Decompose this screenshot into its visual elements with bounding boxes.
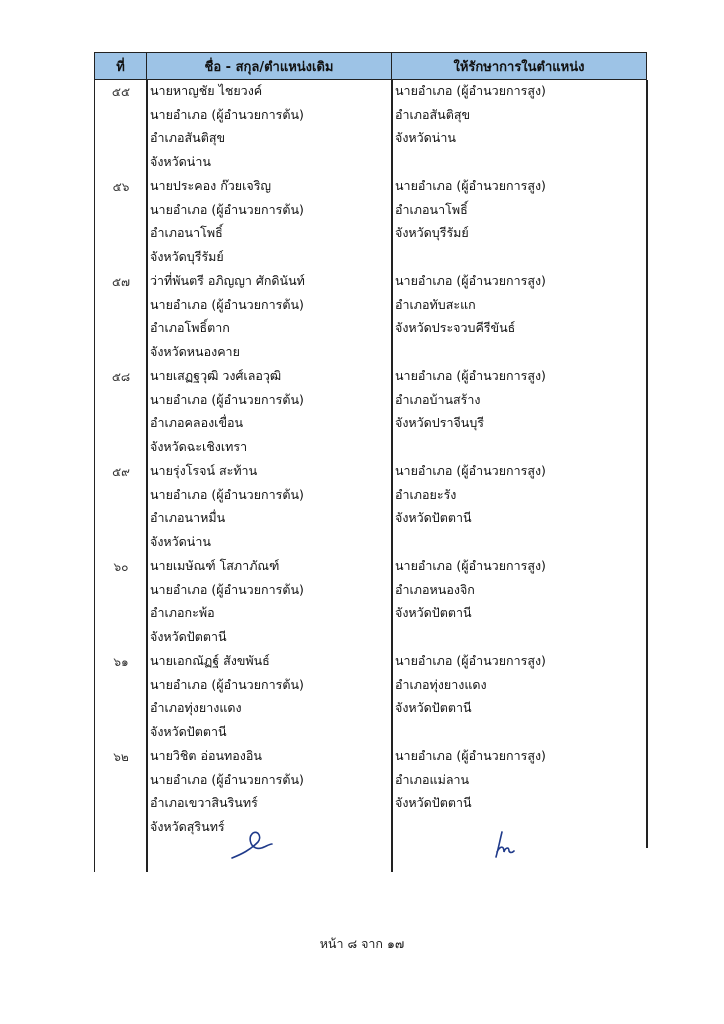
new-position-line: จังหวัดประจวบคีรีขันธ์ <box>395 320 516 335</box>
new-position-cell <box>392 555 647 650</box>
old-position-line: อำเภอเขวาสินรินทร์ <box>150 795 258 810</box>
column-divider <box>146 80 148 872</box>
person-name: นายหาญชัย ไชยวงค์ <box>150 83 263 98</box>
person-name: นายเมษัณฑ์ โสภาภัณฑ์ <box>150 558 280 573</box>
new-position-line: นายอำเภอ (ผู้อำนวยการสูง) <box>395 558 546 573</box>
old-position-line: นายอำเภอ (ผู้อำนวยการต้น) <box>150 486 304 502</box>
new-position-line: อำเภอบ้านสร้าง <box>395 391 481 407</box>
new-position-line: นายอำเภอ (ผู้อำนวยการสูง) <box>395 463 546 478</box>
person-name: นายวิชิต อ่อนทองอิน <box>150 748 262 763</box>
table-row <box>95 270 647 365</box>
row-number: ๖๐ <box>113 560 129 574</box>
new-position-line: นายอำเภอ (ผู้อำนวยการสูง) <box>395 748 546 763</box>
old-position-line: อำเภอคลองเขื่อน <box>150 415 244 430</box>
new-position-line: อำเภอนาโพธิ์ <box>395 201 468 217</box>
header-new-position: ให้รักษาการในตำแหน่ง <box>453 59 585 75</box>
old-position-cell <box>147 365 392 460</box>
table-body <box>94 80 647 872</box>
old-position-line: อำเภอสันติสุข <box>150 130 226 145</box>
row-number: ๕๕ <box>111 85 131 99</box>
new-position-cell <box>392 175 647 270</box>
row-number: ๖๒ <box>113 750 129 764</box>
old-position-line: อำเภอนาหมื่น <box>150 510 226 525</box>
row-number: ๕๖ <box>112 180 130 194</box>
page-number: หน้า ๘ จาก ๑๗ <box>319 936 405 951</box>
old-position-line: จังหวัดบุรีรัมย์ <box>150 248 224 264</box>
old-position-line: นายอำเภอ (ผู้อำนวยการต้น) <box>150 391 304 407</box>
new-position-line: นายอำเภอ (ผู้อำนวยการสูง) <box>395 273 546 288</box>
table-row <box>95 460 647 555</box>
new-position-line: อำเภอหนองจิก <box>395 581 475 597</box>
new-position-cell <box>392 650 647 745</box>
table-row <box>95 650 647 745</box>
new-position-line: อำเภอยะรัง <box>395 486 457 502</box>
new-position-line: จังหวัดปัตตานี <box>395 510 472 525</box>
old-position-line: จังหวัดปัตตานี <box>150 628 227 644</box>
new-position-line: จังหวัดปัตตานี <box>395 795 472 810</box>
old-position-line: นายอำเภอ (ผู้อำนวยการต้น) <box>150 581 304 597</box>
table-row <box>95 555 647 650</box>
new-position-line: นายอำเภอ (ผู้อำนวยการสูง) <box>395 83 546 98</box>
old-position-line: จังหวัดฉะเชิงเทรา <box>150 438 248 454</box>
new-position-line: จังหวัดปัตตานี <box>395 700 472 715</box>
new-position-cell <box>392 460 647 555</box>
old-position-line: จังหวัดน่าน <box>150 153 211 169</box>
old-position-line: อำเภอทุ่งยางแดง <box>150 700 242 715</box>
old-position-cell <box>147 650 392 745</box>
old-position-line: นายอำเภอ (ผู้อำนวยการต้น) <box>150 201 304 217</box>
table-row <box>95 745 647 840</box>
old-position-line: จังหวัดหนองคาย <box>150 343 240 359</box>
old-position-cell <box>147 175 392 270</box>
old-position-cell <box>147 460 392 555</box>
signature-left <box>228 826 276 862</box>
header-old-position: ชื่อ - สกุล/ตำแหน่งเดิม <box>147 53 392 79</box>
new-position-cell <box>392 365 647 460</box>
old-position-line: อำเภอกะพ้อ <box>150 605 215 620</box>
table-row <box>95 80 647 175</box>
old-position-line: นายอำเภอ (ผู้อำนวยการต้น) <box>150 106 304 122</box>
old-position-line: อำเภอโพธิ์ตาก <box>150 320 230 335</box>
column-divider <box>391 80 393 872</box>
new-position-cell <box>392 270 647 365</box>
table-row <box>95 365 647 460</box>
person-name: นายเอกณัฏฐ์ สังขพันธ์ <box>150 653 270 668</box>
old-position-line: นายอำเภอ (ผู้อำนวยการต้น) <box>150 296 304 312</box>
new-position-line: อำเภอแม่ลาน <box>395 771 470 787</box>
new-position-line: จังหวัดบุรีรัมย์ <box>395 225 469 240</box>
row-number: ๕๘ <box>111 370 131 384</box>
table-header <box>94 52 647 80</box>
person-name: นายประคอง ก๊วยเจริญ <box>150 178 272 193</box>
person-name: ว่าที่พันตรี อภิญญา ศักดินันท์ <box>150 273 305 288</box>
new-position-cell <box>392 745 647 840</box>
old-position-line: นายอำเภอ (ผู้อำนวยการต้น) <box>150 676 304 692</box>
person-name: นายรุ่งโรจน์ สะท้าน <box>150 463 258 478</box>
old-position-line: จังหวัดสุรินทร์ <box>150 818 225 834</box>
new-position-line: อำเภอสันติสุข <box>395 106 471 122</box>
table-right-border <box>646 80 648 848</box>
row-number: ๕๗ <box>111 275 131 289</box>
new-position-line: นายอำเภอ (ผู้อำนวยการสูง) <box>395 653 546 668</box>
new-position-line: นายอำเภอ (ผู้อำนวยการสูง) <box>395 178 546 193</box>
person-name: นายเสฏฐวุฒิ วงศ์เลอวุฒิ <box>150 368 282 383</box>
appointment-table <box>94 52 647 872</box>
old-position-line: จังหวัดน่าน <box>150 533 211 549</box>
new-position-line: อำเภอทุ่งยางแดง <box>395 676 487 692</box>
old-position-cell <box>147 270 392 365</box>
new-position-line: จังหวัดน่าน <box>395 130 456 145</box>
old-position-cell <box>147 555 392 650</box>
new-position-line: อำเภอทับสะแก <box>395 296 476 312</box>
signature-right <box>492 830 518 860</box>
new-position-line: นายอำเภอ (ผู้อำนวยการสูง) <box>395 368 546 383</box>
old-position-cell <box>147 80 392 175</box>
old-position-line: จังหวัดปัตตานี <box>150 723 227 739</box>
old-position-line: นายอำเภอ (ผู้อำนวยการต้น) <box>150 771 304 787</box>
table-row <box>95 175 647 270</box>
row-number: ๕๙ <box>112 465 130 479</box>
new-position-cell <box>392 80 647 175</box>
row-number: ๖๑ <box>113 655 129 669</box>
new-position-line: จังหวัดปราจีนบุรี <box>395 415 484 430</box>
header-no: ที่ <box>95 53 147 79</box>
new-position-line: จังหวัดปัตตานี <box>395 605 472 620</box>
old-position-line: อำเภอนาโพธิ์ <box>150 225 223 240</box>
